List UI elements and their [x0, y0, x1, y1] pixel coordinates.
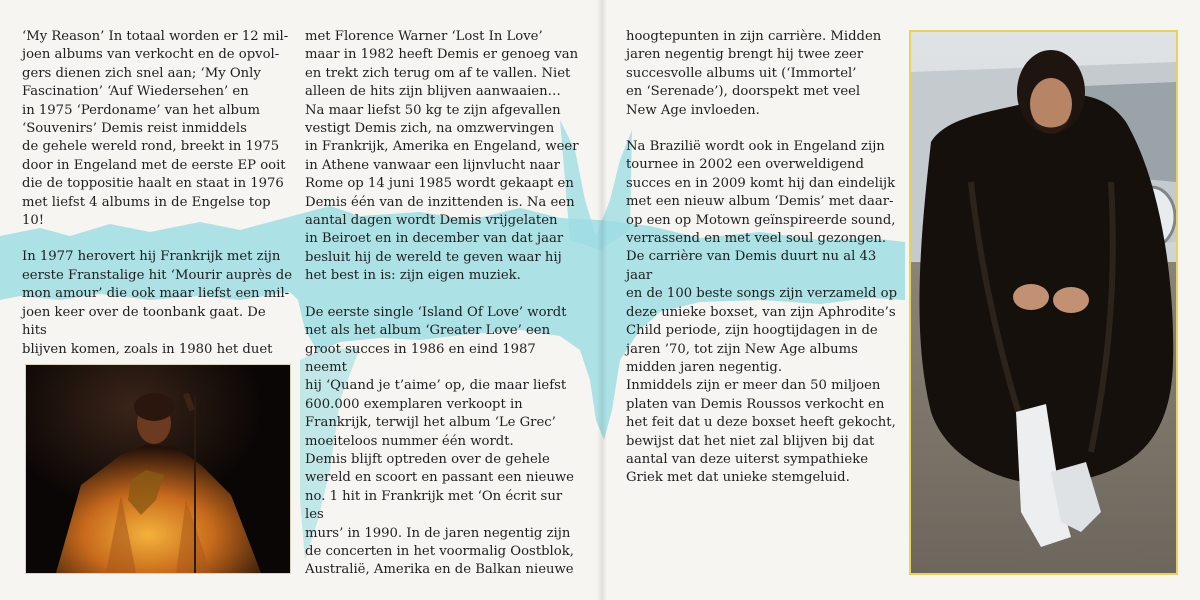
- performer-illustration: [26, 365, 290, 573]
- col2-paragraph-1: met Florence Warner ‘Lost In Love’ maar in 1982 heeft Demis er genoeg van en trekt zich terug om af te vallen. Niet alleen de hits zijn blijven aanwaaien… Na maar liefst 50 kg te zijn afgevallen vestigt Demis zich, na omzwervingen in Frankrijk, Amerika en Engeland, weer in Athene vanwaar een lijnvlucht naar Rome op 14 juni 1985 wordt gekaapt en Demis één van de inzittenden is. Na een aantal dagen wordt Demis vrijgelaten in Beiroet en in december van dat jaar besluit hij de wereld te geven waar hij het best in is: zijn eigen muziek.: [305, 29, 579, 284]
- col1-paragraph-2: In 1977 herovert hij Frankrijk met zijn eerste Franstalige hit ‘Mourir auprès de mon amour’ die ook maar liefst een mil- joen keer over de toonbank gaat. De hits blijven komen, zoals in 1980 het duet: [22, 249, 293, 357]
- text-column-3: [626, 28, 901, 506]
- text-column-2: [305, 28, 580, 598]
- portrait-photo: [909, 30, 1178, 575]
- col3-paragraph-2: Na Brazilië wordt ook in Engeland zijn tournee in 2002 een overweldigend succes en in 2009 komt hij dan eindelijk met een nieuw album ‘Demis’ met daar- op een op Motown geïnspireerde sound, verrassend en met veel soul gezongen. De carrière van Demis duurt nu al 43 jaar en de 100 beste songs zijn verzameld op deze unieke boxset, van zijn Aphrodite’s Child periode, zijn hoogtijdagen in de jaren ’70, tot zijn New Age albums midden jaren negentig. Inmiddels zijn er meer dan 50 miljoen platen van Demis Roussos verkocht en het feit dat u deze boxset heeft gekocht, bewijst dat het niet zal blijven bij dat aantal van deze uiterst sympathieke Griek met dat unieke stemgeluid.: [626, 139, 898, 486]
- booklet-fold: [597, 0, 607, 600]
- text-column-1: [22, 28, 294, 377]
- col3-paragraph-1: hoogtepunten in zijn carrière. Midden jaren negentig brengt hij twee zeer succesvolle albums uit (‘Immortel’ en ‘Serenade’), doorspekt met veel New Age invloeden.: [626, 29, 882, 118]
- portrait-illustration: [911, 32, 1176, 573]
- col2-paragraph-2: De eerste single ‘Island Of Love’ wordt net als het album ‘Greater Love’ een groot succes in 1986 en eind 1987 neemt hij ‘Quand je t’aime’ op, die maar liefst 600.000 exemplaren verkoopt in Frankrijk, terwijl het album ‘Le Grec’ moeiteloos nummer één wordt. Demis blijft optreden over de gehele wereld en scoort en passant een nieuwe no. 1 hit in Frankrijk met ‘On écrit sur les murs’ in 1990. In de jaren negentig zijn de concerten in het voormalig Oostblok, Australië, Amerika en de Balkan nieuwe: [305, 304, 574, 578]
- col1-paragraph-1: ‘My Reason’ In totaal worden er 12 mil- joen albums van verkocht en de opvol- gers dienen zich snel aan; ‘My Only Fascination’ ‘Auf Wiedersehen’ en in 1975 ‘Perdoname’ van het album ‘Souvenirs’ Demis reist inmiddels de gehele wereld rond, breekt in 1975 door in Engeland met de eerste EP ooit die de toppositie haalt en staat in 1976 met liefst 4 albums in de Engelse top 10!: [22, 29, 289, 229]
- concert-photo: [25, 364, 291, 574]
